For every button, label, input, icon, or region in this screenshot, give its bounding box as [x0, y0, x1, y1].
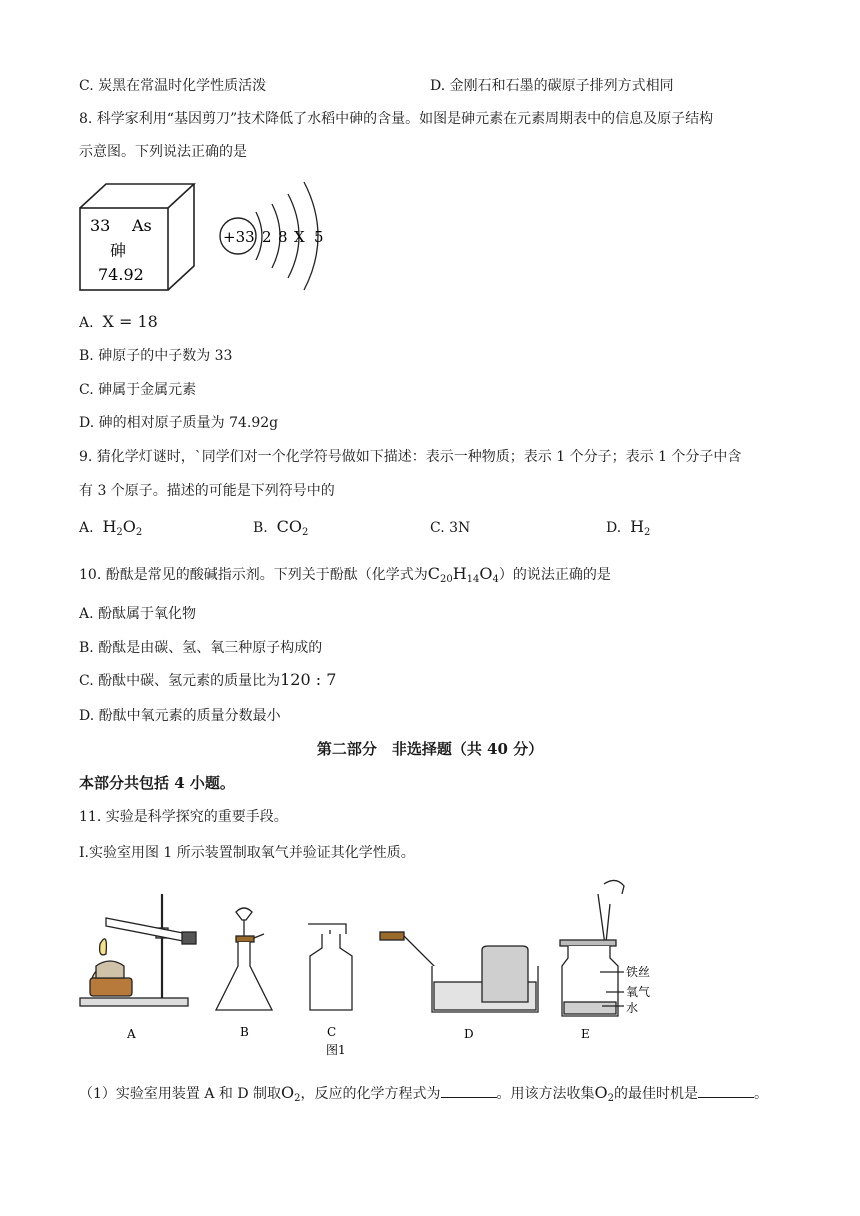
q7-option-d: D. 金刚石和石墨的碳原子排列方式相同 — [430, 78, 674, 94]
element-name: 砷 — [110, 241, 127, 260]
q8-option-c: C. 砷属于金属元素 — [79, 382, 197, 398]
q9-stem-line2: 有 3 个原子。描述的可能是下列符号中的 — [79, 483, 335, 499]
q7-option-c: C. 炭黑在常温时化学性质活泼 — [79, 78, 267, 94]
q10-option-b: B. 酚酞是由碳、氢、氧三种原子构成的 — [79, 640, 323, 656]
q8-stem-line1: 8. 科学家利用“基因剪刀”技术降低了水稻中砷的含量。如图是砷元素在元素周期表中的信息及原子结构 — [79, 111, 714, 127]
apparatus-e — [560, 880, 624, 1016]
element-symbol: As — [132, 216, 152, 235]
q8-option-a: A. X = 18 — [79, 312, 158, 331]
e-label-oxygen: 氧气 — [626, 985, 651, 999]
figure-caption: 图1 — [326, 1043, 346, 1057]
q8-option-b: B. 砷原子的中子数为 33 — [79, 348, 233, 364]
q10-stem: 10. 酚酞是常见的酸碱指示剂。下列关于酚酞（化学式为$C_{20}H_{14}O_4$）的说法正确的是 — [79, 564, 611, 585]
apparatus-c — [308, 924, 352, 1010]
e-label-iron: 铁丝 — [626, 965, 651, 979]
answer-blank-1[interactable] — [441, 1085, 497, 1098]
nucleus-charge: +33 — [223, 228, 255, 246]
element-mass: 74.92 — [98, 265, 144, 284]
q10-option-d: D. 酚酞中氧元素的质量分数最小 — [79, 708, 281, 724]
shell-4: 5 — [314, 228, 324, 246]
answer-blank-2[interactable] — [698, 1085, 754, 1098]
q9-option-a: A. $H_2O_2$ — [79, 517, 143, 538]
q10-option-a: A. 酚酞属于氧化物 — [79, 606, 197, 622]
part2-subtitle: 本部分共包括 4 小题。 — [79, 774, 235, 792]
q11-part1: I.实验室用图 1 所示装置制取氧气并验证其化学性质。 — [79, 845, 415, 861]
apparatus-b — [216, 908, 272, 1010]
q9-stem-line1: 9. 猜化学灯谜时，`同学们对一个化学符号做如下描述：表示一种物质；表示 1 个分子；表示 1 个分子中含 — [79, 449, 742, 465]
shell-3: X — [294, 228, 305, 246]
fig-label-c: C — [327, 1025, 337, 1039]
q11-stem: 11. 实验是科学探究的重要手段。 — [79, 809, 288, 825]
q10-option-c: C. 酚酞中碳、氢元素的质量比为120 : 7 — [79, 670, 337, 689]
q8-option-d: D. 砷的相对原子质量为 74.92g — [79, 415, 279, 431]
atomic-structure-diagram — [216, 176, 336, 298]
figure-1-apparatus — [76, 874, 676, 1060]
fig-label-e: E — [581, 1027, 590, 1041]
q9-option-b: B. $CO_2$ — [253, 517, 309, 538]
apparatus-d — [380, 932, 538, 1012]
e-label-water: 水 — [626, 1001, 639, 1015]
shell-1: 2 — [262, 228, 272, 246]
fig-label-a: A — [127, 1027, 136, 1041]
fig-label-d: D — [464, 1027, 474, 1041]
q9-option-d: D. $H_2$ — [606, 517, 651, 538]
q8-option-a-formula: X = 18 — [102, 312, 158, 331]
part2-title: 第二部分 非选择题（共 40 分） — [316, 740, 544, 758]
apparatus-a — [80, 894, 196, 1006]
fig-label-b: B — [240, 1025, 249, 1039]
element-number: 33 — [90, 216, 111, 235]
q8-stem-line2: 示意图。下列说法正确的是 — [79, 144, 247, 160]
element-cell-figure — [78, 182, 196, 292]
q9-option-c: C. 3N — [430, 520, 471, 536]
shell-2: 8 — [278, 228, 288, 246]
q11-sub1: （1）实验室用装置 A 和 D 制取$O_2$，反应的化学方程式为 。用该方法收集$O_2$的最佳时机是 。 — [79, 1083, 769, 1104]
